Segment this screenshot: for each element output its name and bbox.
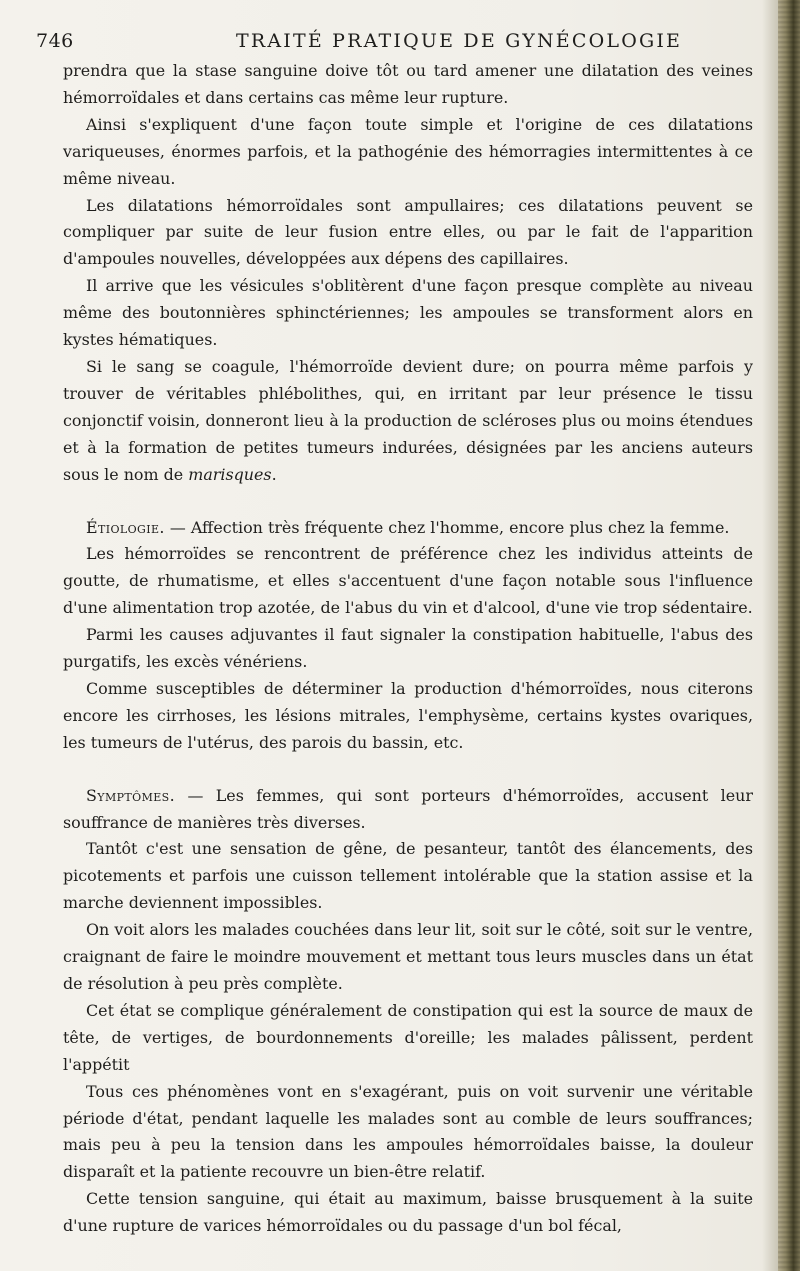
section-heading-etiologie: Étiologie. xyxy=(86,517,165,537)
paragraph-14: Tous ces phénomènes vont en s'exagérant, puis on voit survenir une véritable période d'état, pendant laquelle les malades sont au comble de leurs souffrances; mais peu à peu la tension dans les ampoules hémorroïdales baisse, la douleur disparaît et la patiente recouvre un bien-être relatif. xyxy=(63,1081,753,1182)
paragraph-2: Ainsi s'expliquent d'une façon toute simple et l'origine de ces dilatations variqueuses, énormes parfois, et la pathogénie des hémorragies intermittentes à ce même niveau. xyxy=(63,114,753,188)
paragraph-15: Cette tension sanguine, qui était au maximum, baisse brusquement à la suite d'une rupture de varices hémorroïdales ou du passage d'un bol fécal, xyxy=(63,1189,753,1236)
italic-term: marisques xyxy=(188,464,272,484)
paragraph-5: Si le sang se coagule, l'hémorroïde devient dure; on pourra même parfois y trouver de véritables phlébolithes, qui, en irritant par leur présence le tissu conjonctif voisin, donneront lieu à la production de scléroses plus ou moins étendues et à la formation de petites tumeurs indurées, désignées par les anciens auteurs sous le nom de marisques. xyxy=(63,356,753,484)
page-header xyxy=(36,28,756,58)
paragraph-3: Les dilatations hémorroïdales sont ampullaires; ces dilatations peuvent se compliquer par suite de leur fusion entre elles, ou par le fait de l'apparition d'ampoules nouvelles, développées aux dépens des capillaires. xyxy=(63,195,753,269)
page-edge-shadow xyxy=(762,0,778,1271)
page-edge xyxy=(778,0,800,1271)
paragraph-7: Les hémorroïdes se rencontrent de préférence chez les individus atteints de goutte, de rhumatisme, et elles s'accentuent d'une façon notable sous l'influence d'une alimentation trop azotée, de l'abus du vin et d'alcool, d'une vie trop sédentaire. xyxy=(63,544,753,618)
paragraph-9: Comme susceptibles de déterminer la production d'hémorroïdes, nous citerons encore les cirrhoses, les lésions mitrales, l'emphysème, certains kystes ovariques, les tumeurs de l'utérus, des parois du bassin, etc. xyxy=(63,678,753,752)
paragraph-4: Il arrive que les vésicules s'oblitèrent d'une façon presque complète au niveau même des boutonnières sphinctériennes; les ampoules se transforment alors en kystes hématiques. xyxy=(63,276,753,350)
paragraph-8: Parmi les causes adjuvantes il faut signaler la constipation habituelle, l'abus des purgatifs, les excès vénériens. xyxy=(63,625,753,672)
running-title: TRAITÉ PRATIQUE DE GYNÉCOLOGIE xyxy=(236,30,683,52)
paragraph-1: prendra que la stase sanguine doive tôt ou tard amener une dilatation des veines hémorroïdales et dans certains cas même leur rupture. xyxy=(63,61,753,107)
page-number: 746 xyxy=(36,30,74,52)
paragraph-11: Tantôt c'est une sensation de gêne, de pesanteur, tantôt des élancements, des picotements et parfois une cuisson tellement intolérable que la station assise et la marche deviennent impossibles. xyxy=(63,839,753,913)
body-text xyxy=(63,58,753,1240)
symptomes-paragraph: Symptômes. — Les femmes, qui sont porteurs d'hémorroïdes, accusent leur souffrance de manières très diverses. xyxy=(63,785,753,832)
paragraph-13: Cet état se complique généralement de constipation qui est la source de maux de tête, de vertiges, de bourdonnements d'oreille; les malades pâlissent, perdent l'appétit xyxy=(63,1000,753,1074)
etiologie-paragraph: Étiologie. — Affection très fréquente chez l'homme, encore plus chez la femme. xyxy=(86,517,730,537)
section-heading-symptomes: Symptômes. xyxy=(86,785,176,805)
paragraph-12: On voit alors les malades couchées dans leur lit, soit sur le côté, soit sur le ventre, craignant de faire le moindre mouvement et mettant tous leurs muscles dans un état de résolution à peu près complète. xyxy=(63,920,753,993)
